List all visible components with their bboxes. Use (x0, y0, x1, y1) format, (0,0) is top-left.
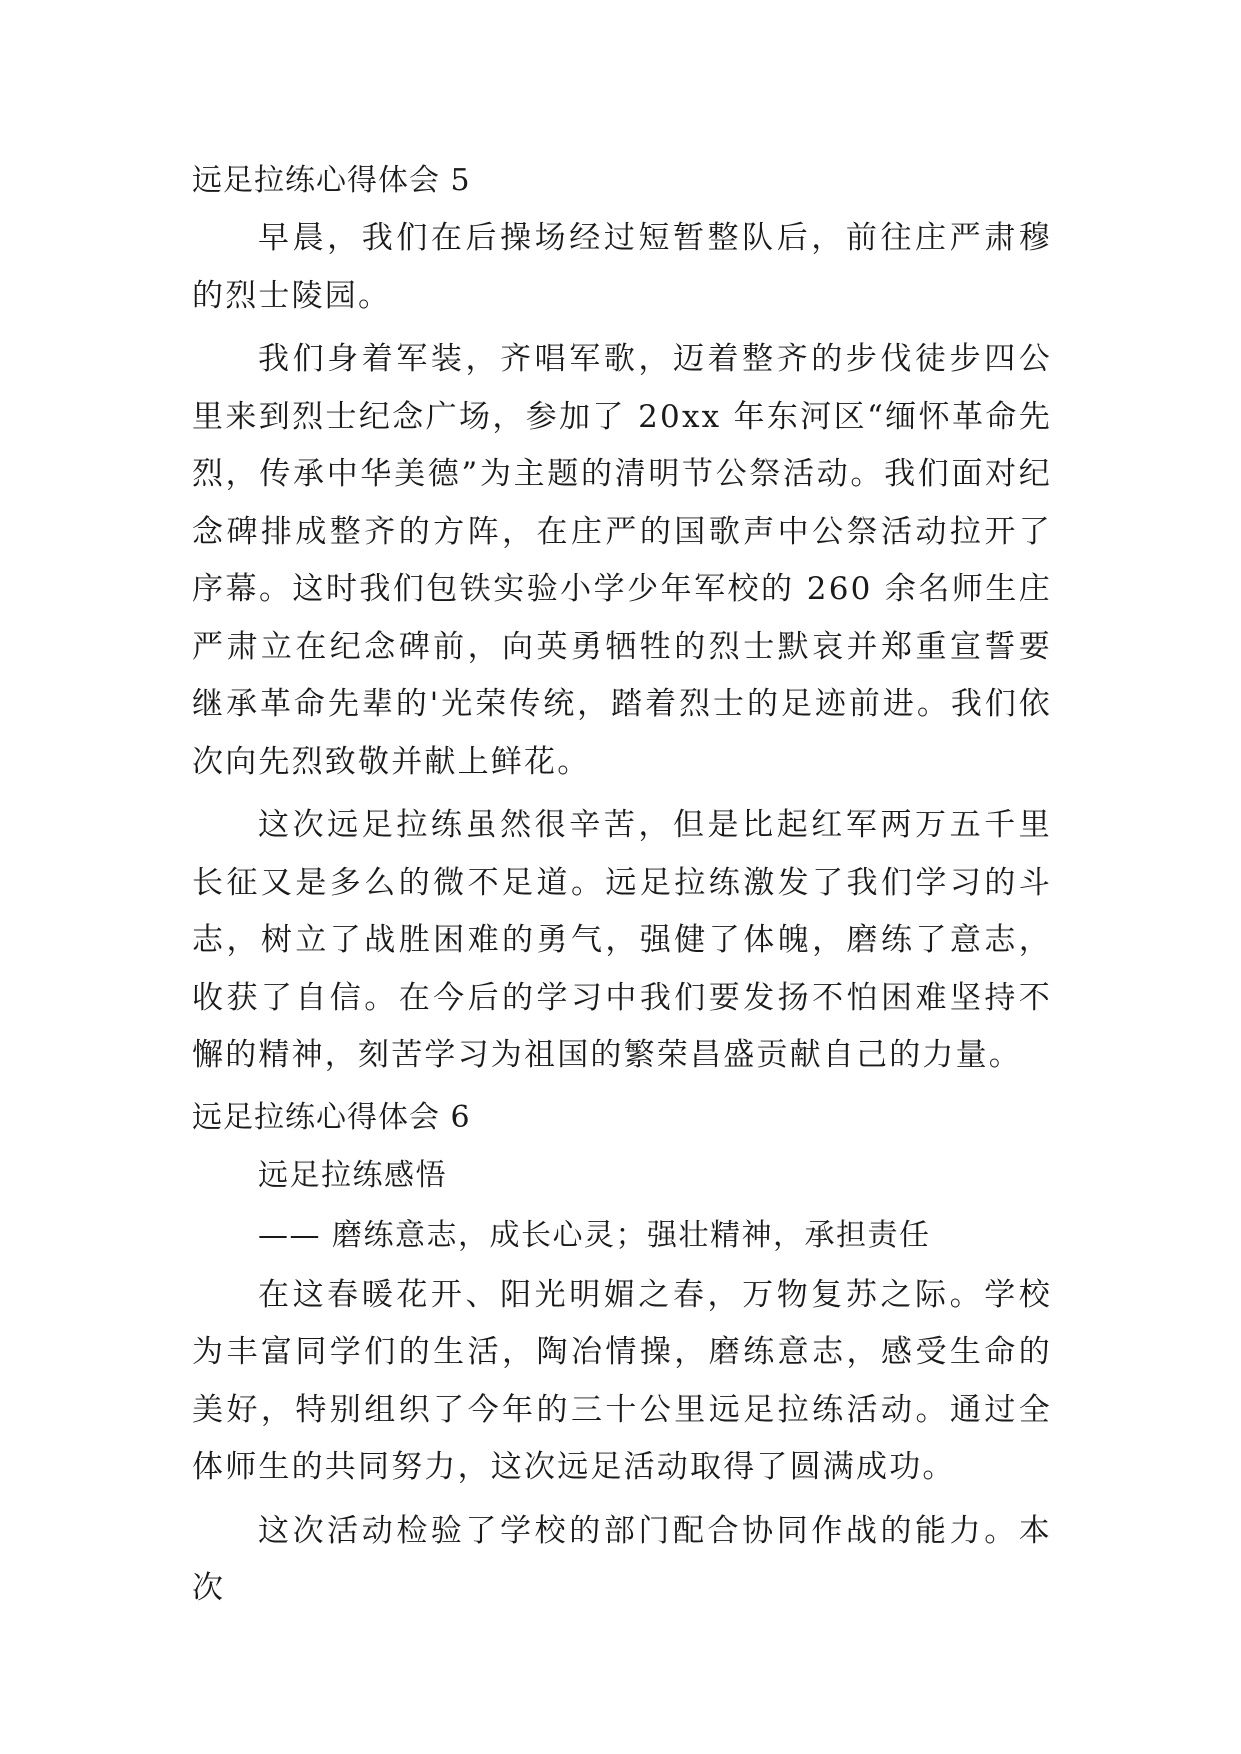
section-5-paragraph-1: 早晨，我们在后操场经过短暂整队后，前往庄严肃穆的烈士陵园。 (192, 220, 1052, 314)
section-6-motto: —— 磨练意志，成长心灵；强壮精神，承担责任 (258, 1217, 931, 1253)
section-6-title: 远足拉练心得体会 6 (192, 1099, 471, 1135)
section-6-paragraph-1: 在这春暖花开、阳光明媚之春，万物复苏之际。学校为丰富同学们的生活，陶冶情操，磨练意志，感受生命的美好，特别组织了今年的三十公里远足拉练活动。通过全体师生的共同努力，这次远足活动取得了圆满成功。 (192, 1276, 1052, 1485)
section-6-subtitle: 远足拉练感悟 (258, 1157, 447, 1193)
section-6-paragraph-2: 这次活动检验了学校的部门配合协同作战的能力。本次 (192, 1512, 1052, 1606)
document-body (192, 152, 1052, 1624)
section-5-title: 远足拉练心得体会 5 (192, 163, 471, 198)
section-5-paragraph-3: 这次远足拉练虽然很辛苦，但是比起红军两万五千里长征又是多么的微不足道。远足拉练激发了我们学习的斗志，树立了战胜困难的勇气，强健了体魄，磨练了意志，收获了自信。在今后的学习中我们要发扬不怕困难坚持不懈的精神，刻苦学习为祖国的繁荣昌盛贡献自己的力量。 (192, 807, 1052, 1073)
section-5-paragraph-2: 我们身着军装，齐唱军歌，迈着整齐的步伐徒步四公里来到烈士纪念广场，参加了 20xx 年东河区“缅怀革命先烈，传承中华美德”为主题的清明节公祭活动。我们面对纪念碑排成整齐的方阵，在庄严的国歌声中公祭活动拉开了序幕。这时我们包铁实验小学少年军校的 260 余名师生庄严肃立在纪念碑前，向英勇牺牲的烈士默哀并郑重宣誓要继承革命先辈的'光荣传统，踏着烈士的足迹前进。我们依次向先烈致敬并献上鲜花。 (192, 341, 1052, 780)
